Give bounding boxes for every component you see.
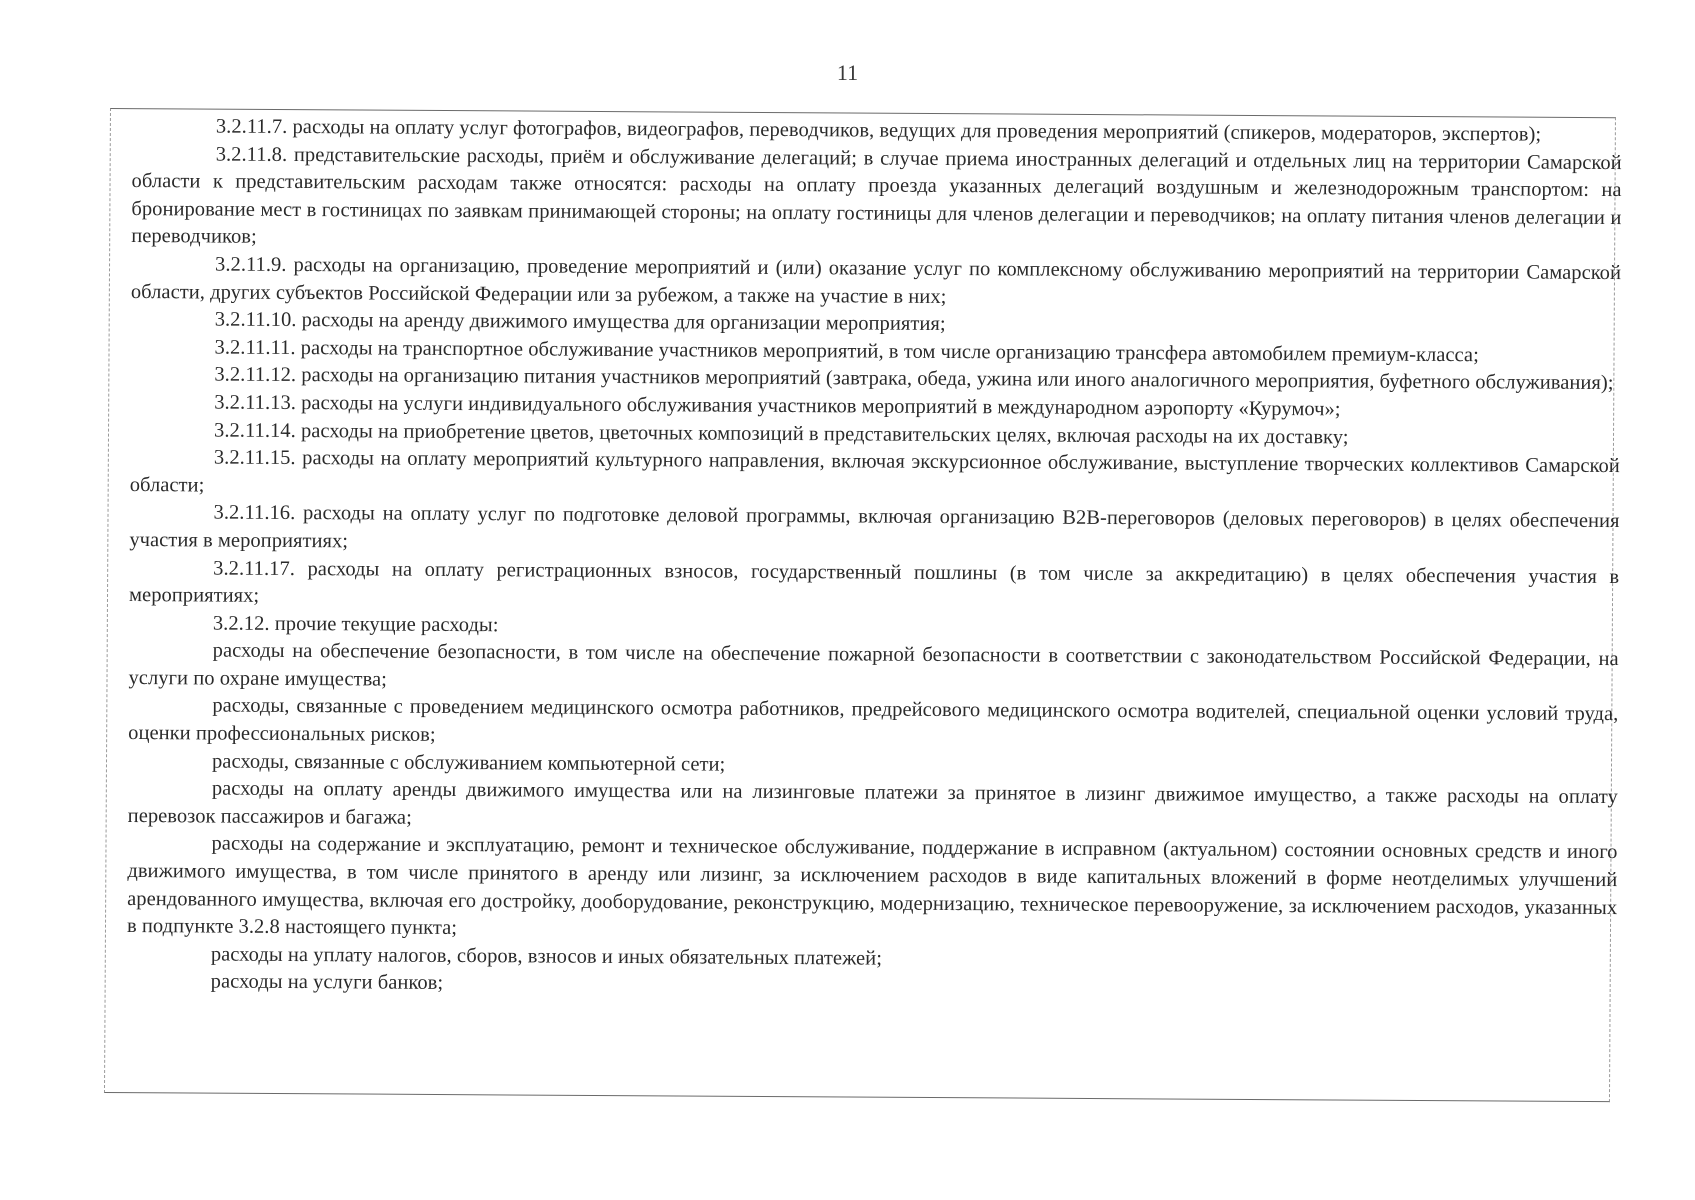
paragraph-3-2-11-11: 3.2.11.11. расходы на транспортное обслуживание участников мероприятий, в том числе организацию трансфера автомобилем премиум-класса;	[214, 336, 1479, 366]
paragraph-3-2-11-13: 3.2.11.13. расходы на услуги индивидуального обслуживания участников мероприятий в международном аэропорту «Курумоч»;	[214, 391, 1341, 421]
page-number: 11	[836, 60, 859, 85]
paragraph-3-2-11-17: 3.2.11.17. расходы на оплату регистрационных взносов, государственный пошлины (в том числе за аккредитацию) в целях обеспечения участия в мероприятиях;	[128, 557, 1620, 607]
document-body	[127, 113, 1622, 1005]
paragraph-medical-expenses: расходы, связанные с проведением медицинского осмотра работников, предрейсового медицинского осмотра водителей, специальной оценки условий труда, оценки профессиональных рисков;	[128, 694, 1619, 746]
paragraph-3-2-12: 3.2.12. прочие текущие расходы:	[212, 612, 499, 636]
paragraph-maintenance-expenses: расходы на содержание и эксплуатацию, ремонт и техническое обслуживание, поддержание в исправном (актуальном) состоянии основных средств и иного движимого имущества, в том числе принятого в аренду или лизинг, за исключением расходов в виде капитальных вложений в форме неотделимых улучшений арендованного имущества, включая его достройку, дооборудование, реконструкцию, модернизацию, техническое перевооружение, за исключением расходов, указанных в подпункте 3.2.8 настоящего пункта;	[126, 832, 1618, 940]
paragraph-bank-expenses: расходы на услуги банков;	[210, 970, 444, 995]
paragraph-3-2-11-10: 3.2.11.10. расходы на аренду движимого имущества для организации мероприятия;	[214, 308, 946, 336]
paragraph-security-expenses: расходы на обеспечение безопасности, в том числе на обеспечение пожарной безопасности в соответствии с законодательством Российской Федерации, на услуги по охране имущества;	[128, 639, 1619, 691]
paragraph-3-2-11-7: 3.2.11.7. расходы на оплату услуг фотографов, видеографов, переводчиков, ведущих для проведения мероприятий (спикеров, модераторов, экспертов);	[215, 115, 1542, 146]
paragraph-3-2-11-14: 3.2.11.14. расходы на приобретение цветов, цветочных композиций в представительских целях, включая расходы на их доставку;	[213, 419, 1349, 448]
paragraph-3-2-11-8: 3.2.11.8. представительские расходы, приём и обслуживание делегаций; в случае приема иностранных делегаций и отдельных лиц на территории Самарской области к представительским расходам также относятся: расходы на оплату проезда указанных делегаций воздушным и железнодорожным транспортом: на бронирование мест в гостиницах по заявкам принимающей стороны; на оплату гостиницы для членов делегации и переводчиков; на оплату питания членов делегации и переводчиков;	[131, 143, 1622, 249]
paragraph-3-2-11-15: 3.2.11.15. расходы на оплату мероприятий культурного направления, включая экскурсионное обслуживание, выступление творческих коллективов Самарской области;	[129, 446, 1620, 497]
paragraph-3-2-11-16: 3.2.11.16. расходы на оплату услуг по подготовке деловой программы, включая организацию B2B-переговоров (деловых переговоров) в целях обеспечения участия в мероприятиях;	[129, 501, 1620, 553]
paragraph-3-2-11-12: 3.2.11.12. расходы на организацию питания участников мероприятий (завтрака, обеда, ужина или иного аналогичного мероприятия, буфетного обслуживания);	[214, 363, 1614, 395]
paragraph-3-2-11-9: 3.2.11.9. расходы на организацию, проведение мероприятий и (или) оказание услуг по комплексному обслуживанию мероприятий на территории Самарской области, других субъектов Российской Федерации или за рубежом, а также на участие в них;	[130, 253, 1622, 308]
paragraph-network-expenses: расходы, связанные с обслуживанием компьютерной сети;	[211, 750, 726, 776]
paragraph-tax-expenses: расходы на уплату налогов, сборов, взносов и иных обязательных платежей;	[210, 943, 883, 970]
paragraph-rent-leasing-expenses: расходы на оплату аренды движимого имущества или на лизинговые платежи за принятое в лизинг движимое имущество, а также расходы на оплату перевозок пассажиров и багажа;	[127, 777, 1618, 829]
